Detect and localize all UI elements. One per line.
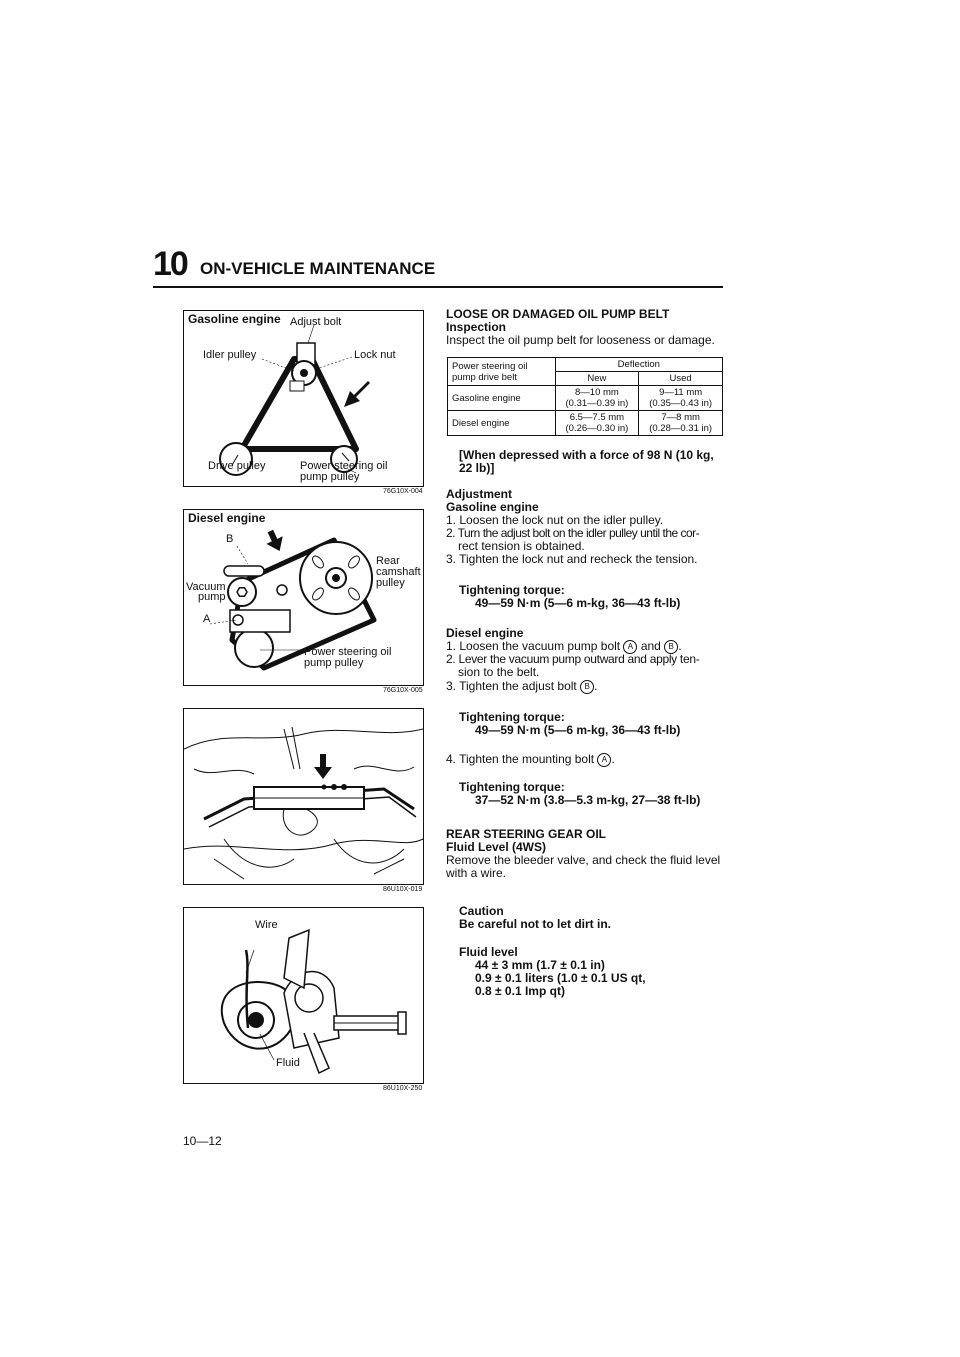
fluid-level-value-3: 0.8 ± 0.1 Imp qt) [475, 984, 565, 998]
cell-value: (0.35—0.43 in) [649, 398, 713, 409]
rear-camshaft-label-1: Rear [376, 555, 400, 567]
fluid-level-drawing [184, 908, 423, 1083]
figure-title: Gasoline engine [188, 312, 281, 326]
torque-label: Tightening torque: [459, 710, 565, 724]
fluid-text-1: Remove the bleeder valve, and check the fluid level [446, 853, 721, 867]
chapter-title: ON-VEHICLE MAINTENANCE [200, 259, 436, 278]
fluid-level-heading: Fluid level [459, 945, 518, 959]
diesel-step-4: 4. Tighten the mounting bolt A . [446, 752, 615, 767]
fluid-label: Fluid [276, 1057, 300, 1069]
diesel-belt-figure [183, 509, 424, 686]
vacuum-pump-label-2: pump [198, 591, 226, 603]
row-label: Diesel engine [448, 411, 556, 436]
wire-label: Wire [255, 919, 278, 931]
rear-camshaft-label-3: pulley [376, 577, 405, 589]
cell-value: (0.31—0.39 in) [565, 398, 629, 409]
deflection-table [447, 357, 723, 436]
figure-code: 86U10X-019 [383, 886, 423, 893]
torque-value: 37—52 N·m (3.8—5.3 m-kg, 27—38 ft-lb) [475, 793, 701, 807]
gas-step-1: 1. Loosen the lock nut on the idler pulley. [446, 513, 664, 527]
page-number: 10—12 [183, 1134, 222, 1148]
drive-pulley-label: Drive pulley [208, 460, 266, 472]
fluid-level-value-2: 0.9 ± 0.1 liters (1.0 ± 0.1 US qt, [475, 971, 646, 985]
bolt-b-marker: B [580, 680, 594, 694]
idler-pulley-label: Idler pulley [203, 349, 257, 361]
diesel-step-1: 1. Loosen the vacuum pump bolt A and B . [446, 639, 682, 654]
torque-value: 49—59 N·m (5—6 m-kg, 36—43 ft-lb) [475, 596, 681, 610]
inspection-text: Inspect the oil pump belt for looseness or damage. [446, 333, 715, 347]
cell-value: 6.5—7.5 mm [569, 412, 625, 423]
ps-pulley-label-2: pump pulley [300, 471, 360, 483]
bolt-a-marker: A [597, 753, 611, 767]
force-note-2: 22 lb)] [459, 461, 495, 475]
caution-text: Be careful not to let dirt in. [459, 917, 612, 931]
table-col-label-1: Power steering oil [452, 360, 528, 372]
used-header: Used [639, 372, 723, 386]
cell-value: 8—10 mm [575, 387, 619, 398]
gasoline-belt-figure [183, 310, 424, 487]
chapter-number: 10 [153, 245, 187, 283]
figure-code: 76G10X-004 [383, 488, 423, 495]
rear-steering-gear-figure [183, 708, 424, 885]
diesel-step-3: 3. Tighten the adjust bolt B . [446, 679, 598, 694]
torque-label: Tightening torque: [459, 780, 565, 794]
bolt-b-marker: B [664, 640, 678, 654]
rear-steering-gear-drawing [184, 709, 423, 884]
cell-value: (0.26—0.30 in) [565, 423, 629, 434]
torque-value: 49—59 N·m (5—6 m-kg, 36—43 ft-lb) [475, 723, 681, 737]
cell-value: (0.28—0.31 in) [649, 423, 713, 434]
force-note-1: [When depressed with a force of 98 N (10 kg, [459, 448, 714, 462]
section-subheading: Inspection [446, 320, 507, 334]
bolt-a-label: A [203, 613, 211, 625]
figure-code: 76G10X-005 [383, 687, 423, 694]
figure-title: Diesel engine [188, 511, 266, 525]
caution-heading: Caution [459, 904, 504, 918]
gas-step-3: 3. Tighten the lock nut and recheck the tension. [446, 552, 698, 566]
table-row [448, 411, 723, 436]
diesel-heading: Diesel engine [446, 626, 524, 640]
ps-pulley-label-1: Power steering oil [300, 460, 388, 472]
adjust-bolt-label: Adjust bolt [290, 316, 342, 328]
table-header-row [448, 358, 723, 372]
gas-step-2a: 2. Turn the adjust bolt on the idler pulley until the cor- [446, 526, 700, 540]
section-heading: REAR STEERING GEAR OIL [446, 827, 607, 841]
adjustment-heading: Adjustment [446, 487, 512, 501]
table-row [448, 386, 723, 411]
gas-step-2b: rect tension is obtained. [458, 539, 585, 553]
new-header: New [555, 372, 639, 386]
lock-nut-label: Lock nut [354, 349, 396, 361]
fluid-text-2: with a wire. [446, 866, 507, 880]
bolt-b-label: B [226, 533, 234, 545]
gasoline-heading: Gasoline engine [446, 500, 539, 514]
fluid-level-figure [183, 907, 424, 1084]
step-text: and [640, 639, 661, 654]
section-heading: LOOSE OR DAMAGED OIL PUMP BELT [446, 307, 670, 321]
bolt-a-marker: A [623, 640, 637, 654]
cell-value: 7—8 mm [661, 412, 700, 423]
step-text: 4. Tighten the mounting bolt [446, 752, 595, 767]
cell-value: 9—11 mm [659, 387, 703, 398]
ps-pulley-label-1: Power steering oil [304, 646, 392, 658]
fluid-level-value-1: 44 ± 3 mm (1.7 ± 0.1 in) [475, 958, 605, 972]
header-rule [153, 286, 723, 288]
deflection-header: Deflection [555, 358, 722, 372]
figure-code: 86U10X-250 [383, 1085, 423, 1092]
step-text: 3. Tighten the adjust bolt [446, 679, 577, 694]
torque-label: Tightening torque: [459, 583, 565, 597]
diesel-step-2a: 2. Lever the vacuum pump outward and apply ten- [446, 652, 700, 666]
row-label: Gasoline engine [448, 386, 556, 411]
vacuum-pump-label-1: Vacuum [186, 581, 226, 593]
section-subheading: Fluid Level (4WS) [446, 840, 547, 854]
ps-pulley-label-2: pump pulley [304, 657, 364, 669]
diesel-step-2b: sion to the belt. [458, 665, 540, 679]
rear-camshaft-label-2: camshaft [376, 566, 421, 578]
table-col-label-2: pump drive belt [452, 371, 517, 383]
step-text: 1. Loosen the vacuum pump bolt [446, 639, 621, 654]
